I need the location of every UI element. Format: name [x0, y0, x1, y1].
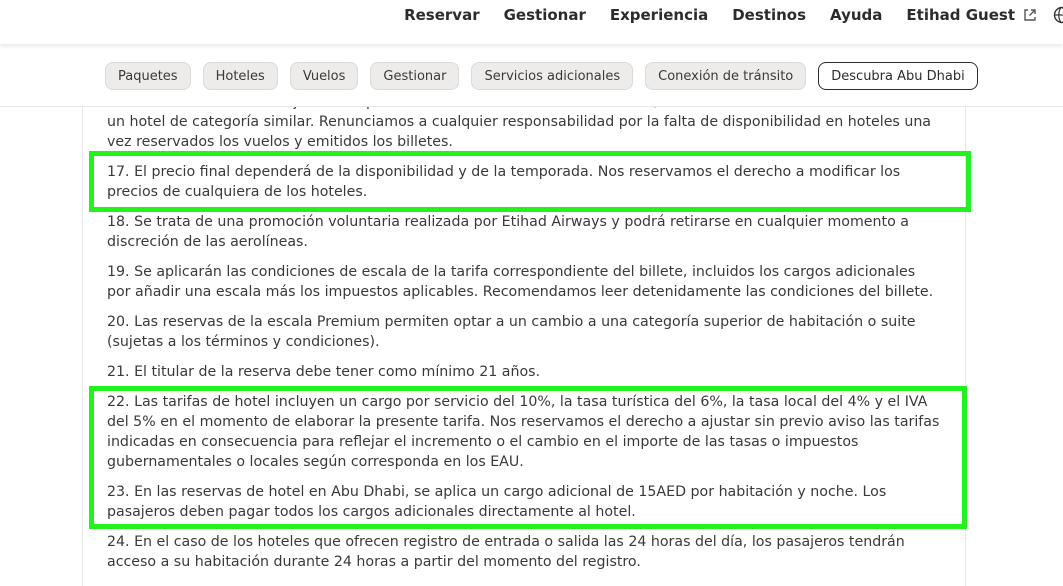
sub-navigation [0, 44, 1063, 107]
globe-icon[interactable] [1053, 6, 1063, 24]
nav-ayuda[interactable]: Ayuda [830, 6, 882, 24]
terms-list [107, 92, 942, 582]
top-navigation [0, 0, 1063, 44]
pill-hoteles[interactable]: Hoteles [203, 62, 278, 90]
pill-servicios-adicionales[interactable]: Servicios adicionales [471, 62, 633, 90]
external-link-icon [1023, 8, 1037, 22]
nav-destinos[interactable]: Destinos [732, 6, 806, 24]
nav-reservar[interactable]: Reservar [404, 6, 480, 24]
term-23: 23. En las reservas de hotel en Abu Dhabi, se aplica un cargo adicional de 15AED por habitación y noche. Los pasajeros deben pagar todos los cargos adicionales directamente al hotel. [107, 482, 942, 522]
nav-etihad-guest[interactable] [906, 6, 1037, 24]
pill-conexion-transito[interactable]: Conexión de tránsito [645, 62, 806, 90]
term-22: 22. Las tarifas de hotel incluyen un cargo por servicio del 10%, la tasa turística del 6%, la tasa local del 4% y el IVA del 5% en el momento de elaborar la presente tarifa. Nos reservamos el derecho a ajustar sin previo aviso las tarifas indicadas en consecuencia para reflejar el incremento o el cambio en el importe de las tasas o impuestos gubernamentales o locales según corresponda en los EAU. [107, 392, 942, 472]
term-21: 21. El titular de la reserva debe tener como mínimo 21 años. [107, 362, 942, 382]
pill-descubra-abu-dhabi[interactable]: Descubra Abu Dhabi [818, 62, 977, 90]
term-16: un hotel de categoría similar. Renunciamos a cualquier responsabilidad por la falta de disponibilidad en hoteles una vez reservados los vuelos y emitidos los billetes. [107, 92, 942, 152]
nav-etihad-guest-label: Etihad Guest [906, 6, 1015, 24]
pill-gestionar[interactable]: Gestionar [370, 62, 459, 90]
term-17: 17. El precio final dependerá de la disponibilidad y de la temporada. Nos reservamos el derecho a modificar los precios de cualquiera de los hoteles. [107, 162, 942, 202]
nav-gestionar[interactable]: Gestionar [504, 6, 586, 24]
top-nav-items [380, 0, 1037, 30]
term-18: 18. Se trata de una promoción voluntaria realizada por Etihad Airways y podrá retirarse en cualquier momento a discreción de las aerolíneas. [107, 212, 942, 252]
pill-paquetes[interactable]: Paquetes [105, 62, 191, 90]
nav-experiencia[interactable]: Experiencia [610, 6, 708, 24]
pill-vuelos[interactable]: Vuelos [290, 62, 359, 90]
category-pills [105, 62, 990, 90]
term-20: 20. Las reservas de la escala Premium permiten optar a un cambio a una categoría superior de habitación o suite (sujetas a los términos y condiciones). [107, 312, 942, 352]
term-24: 24. En el caso de los hoteles que ofrecen registro de entrada o salida las 24 horas del día, los pasajeros tendrán acceso a su habitación durante 24 horas a partir del momento del registro. [107, 532, 942, 572]
term-19: 19. Se aplicarán las condiciones de escala de la tarifa correspondiente del billete, incluidos los cargos adicionales por añadir una escala más los impuestos aplicables. Recomendamos leer detenidamente las condiciones del billete. [107, 262, 942, 302]
